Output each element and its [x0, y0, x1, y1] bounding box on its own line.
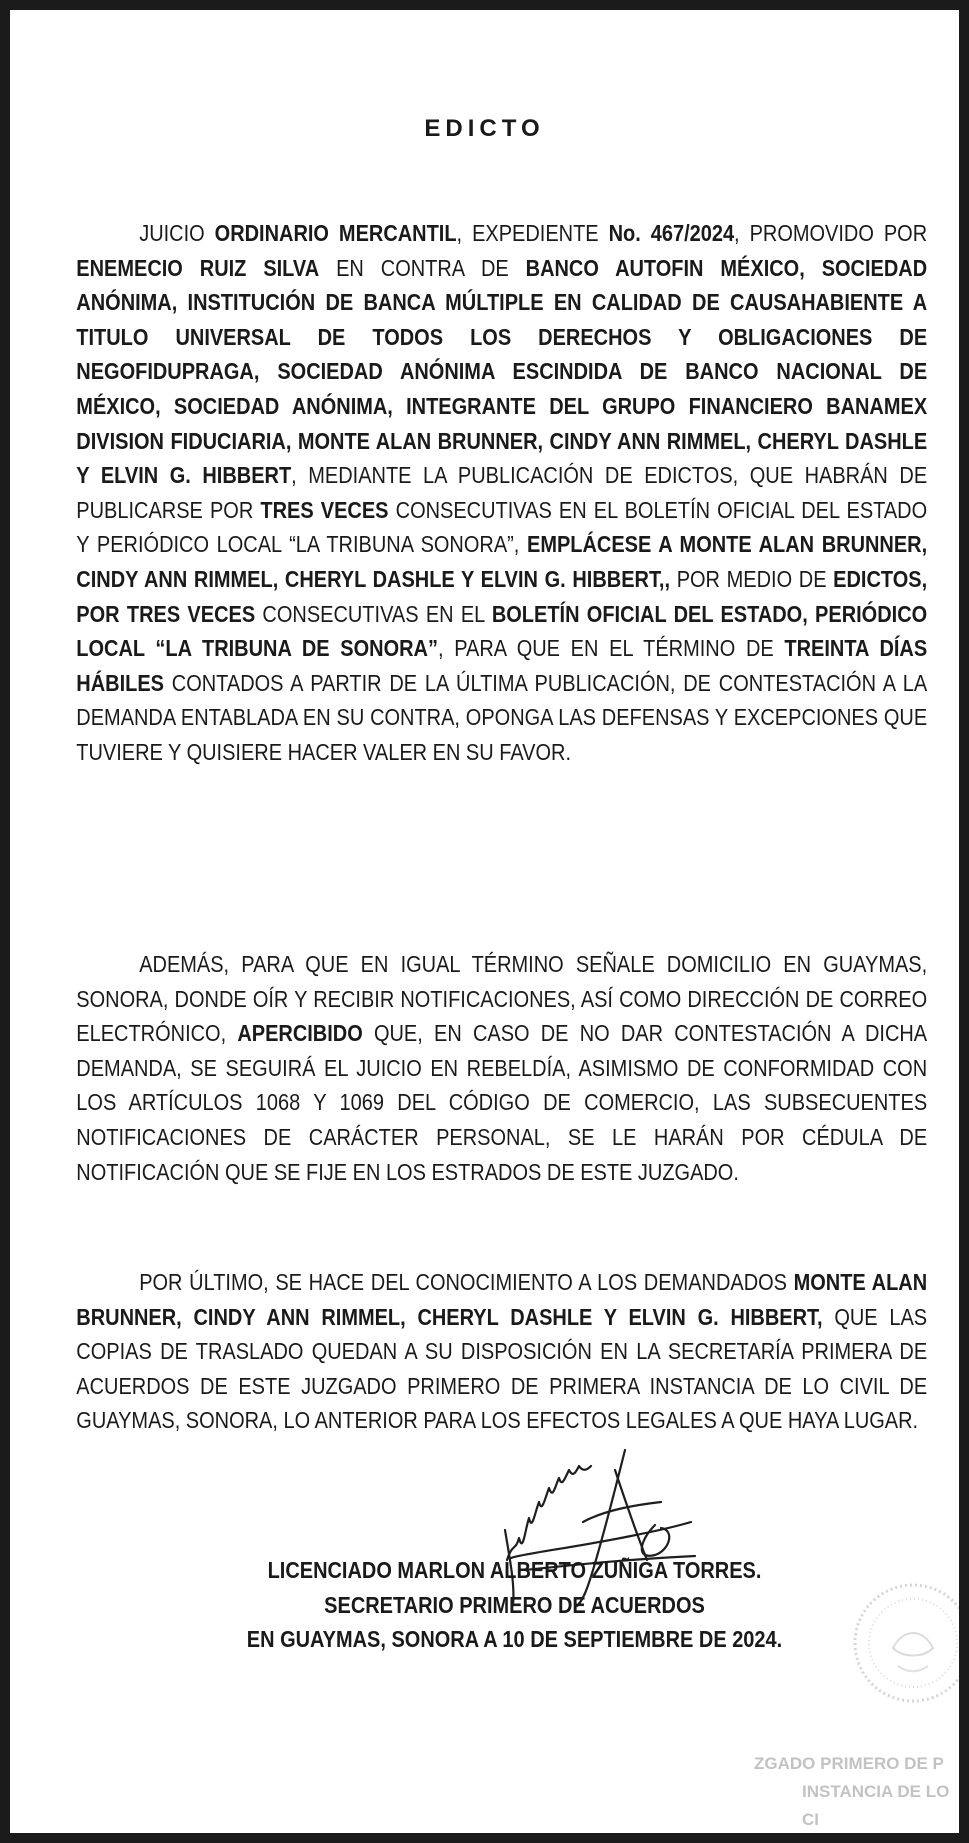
bold-text-run: EMPLÁCESE A MONTE ALAN BRUNNER, CINDY ANN RIMMEL, CHERYL DASHLE Y ELVIN G. HIBBERT,,: [76, 531, 928, 592]
signatory-name: LICENCIADO MARLON ALBERTO ZUÑIGA TORRES.: [267, 1557, 762, 1583]
signatory-position: SECRETARIO PRIMERO DE ACUERDOS: [324, 1591, 705, 1618]
text-run: QUE LAS COPIAS DE TRASLADO QUEDAN A SU DISPOSICIÓN EN LA SECRETARÍA PRIMERA DE ACUERDOS DE ESTE JUZGADO PRIMERO DE PRIMERA INSTANCIA DE LO CIVIL DE GUAYMAS, SONORA, LO ANTERIOR PARA LOS EFECTOS LEGALES A QUE HAYA LUGAR.: [76, 1303, 928, 1434]
place-and-date: EN GUAYMAS, SONORA A 10 DE SEPTIEMBRE DE 2024.: [246, 1626, 783, 1653]
stamp-line-2: INSTANCIA DE LO CI: [802, 1782, 950, 1829]
document-title: EDICTO: [424, 115, 545, 142]
text-run: CONTADOS A PARTIR DE LA ÚLTIMA PUBLICACIÓN, DE CONTESTACIÓN A LA DEMANDA ENTABLADA EN SU CONTRA, OPONGA LAS DEFENSAS Y EXCEPCIONES QUE TUVIERE Y QUISIERE HACER VALER EN SU FAVOR.: [76, 669, 928, 765]
bold-text-run: ORDINARIO MERCANTIL: [214, 220, 457, 246]
paragraph-summons: [76, 216, 927, 770]
text-run: JUICIO: [139, 220, 215, 246]
text-run: , PROMOVIDO POR: [734, 220, 928, 246]
text-run: , EXPEDIENTE: [456, 220, 609, 246]
bold-text-run: No. 467/2024: [608, 220, 735, 246]
text-run: CONSECUTIVAS EN EL BOLETÍN OFICIAL DEL ESTADO Y PERIÓDICO LOCAL “LA TRIBUNA SONORA”,: [76, 496, 928, 558]
signature-block: [10, 1553, 959, 1657]
bold-text-run: TRES VECES: [260, 496, 389, 523]
bold-text-run: BANCO AUTOFIN MÉXICO, SOCIEDAD ANÓNIMA, INSTITUCIÓN DE BANCA MÚLTIPLE EN CALIDAD DE CAUSAHABIENTE A TITULO UNIVERSAL DE TODOS LOS DERECHOS Y OBLIGACIONES DE NEGOFIDUPRAGA, SOCIEDAD ANÓNIMA ESCINDIDA DE BANCO NACIONAL DE MÉXICO, SOCIEDAD ANÓNIMA, INTEGRANTE DEL GRUPO FINANCIERO BANAMEX DIVISION FIDUCIARIA, MONTE ALAN BRUNNER, CINDY ANN RIMMEL, CHERYL DASHLE Y ELVIN G. HIBBERT: [76, 254, 928, 489]
text-run: CONSECUTIVAS EN EL: [255, 600, 492, 627]
text-run: POR ÚLTIMO, SE HACE DEL CONOCIMIENTO A LOS DEMANDADOS: [139, 1269, 794, 1295]
text-run: , MEDIANTE LA PUBLICACIÓN DE EDICTOS, QUE HABRÁN DE PUBLICARSE POR: [76, 462, 928, 523]
text-run: EN CONTRA DE: [319, 254, 526, 281]
bold-text-run: ENEMECIO RUIZ SILVA: [76, 254, 320, 281]
document-page: [10, 10, 959, 1833]
bold-text-run: APERCIBIDO: [237, 1020, 363, 1047]
stamp-line-1: ZGADO PRIMERO DE P: [754, 1754, 944, 1773]
text-run: QUE, EN CASO DE NO DAR CONTESTACIÓN A DICHA DEMANDA, SE SEGUIRÁ EL JUICIO EN REBELDÍA, ASIMISMO DE CONFORMIDAD CON LOS ARTÍCULOS 1068 Y 1069 DEL CÓDIGO DE COMERCIO, LAS SUBSECUENTES NOTIFICACIONES DE CARÁCTER PERSONAL, SE LE HARÁN POR CÉDULA DE NOTIFICACIÓN QUE SE FIJE EN LOS ESTRADOS DE ESTE JUZGADO.: [76, 1020, 928, 1185]
text-run: ADEMÁS, PARA QUE EN IGUAL TÉRMINO SEÑALE DOMICILIO EN GUAYMAS, SONORA, DONDE OÍR Y RECIBIR NOTIFICACIONES, ASÍ COMO DIRECCIÓN DE CORREO ELECTRÓNICO,: [76, 951, 928, 1047]
text-run: POR MEDIO DE: [670, 565, 834, 592]
court-seal-icon: [848, 1578, 959, 1708]
paragraph-domicile-notice: [76, 947, 927, 1189]
bold-text-run: EDICTOS, POR TRES VECES: [76, 565, 928, 627]
bold-text-run: MONTE ALAN BRUNNER, CINDY ANN RIMMEL, CHERYL DASHLE Y ELVIN G. HIBBERT,: [76, 1269, 928, 1330]
text-run: , PARA QUE EN EL TÉRMINO DE: [437, 635, 785, 662]
bold-text-run: TREINTA DÍAS HÁBILES: [76, 635, 928, 696]
bold-text-run: BOLETÍN OFICIAL DEL ESTADO, PERIÓDICO LOCAL “LA TRIBUNA DE SONORA”: [76, 600, 928, 662]
court-stamp: [754, 1750, 959, 1833]
